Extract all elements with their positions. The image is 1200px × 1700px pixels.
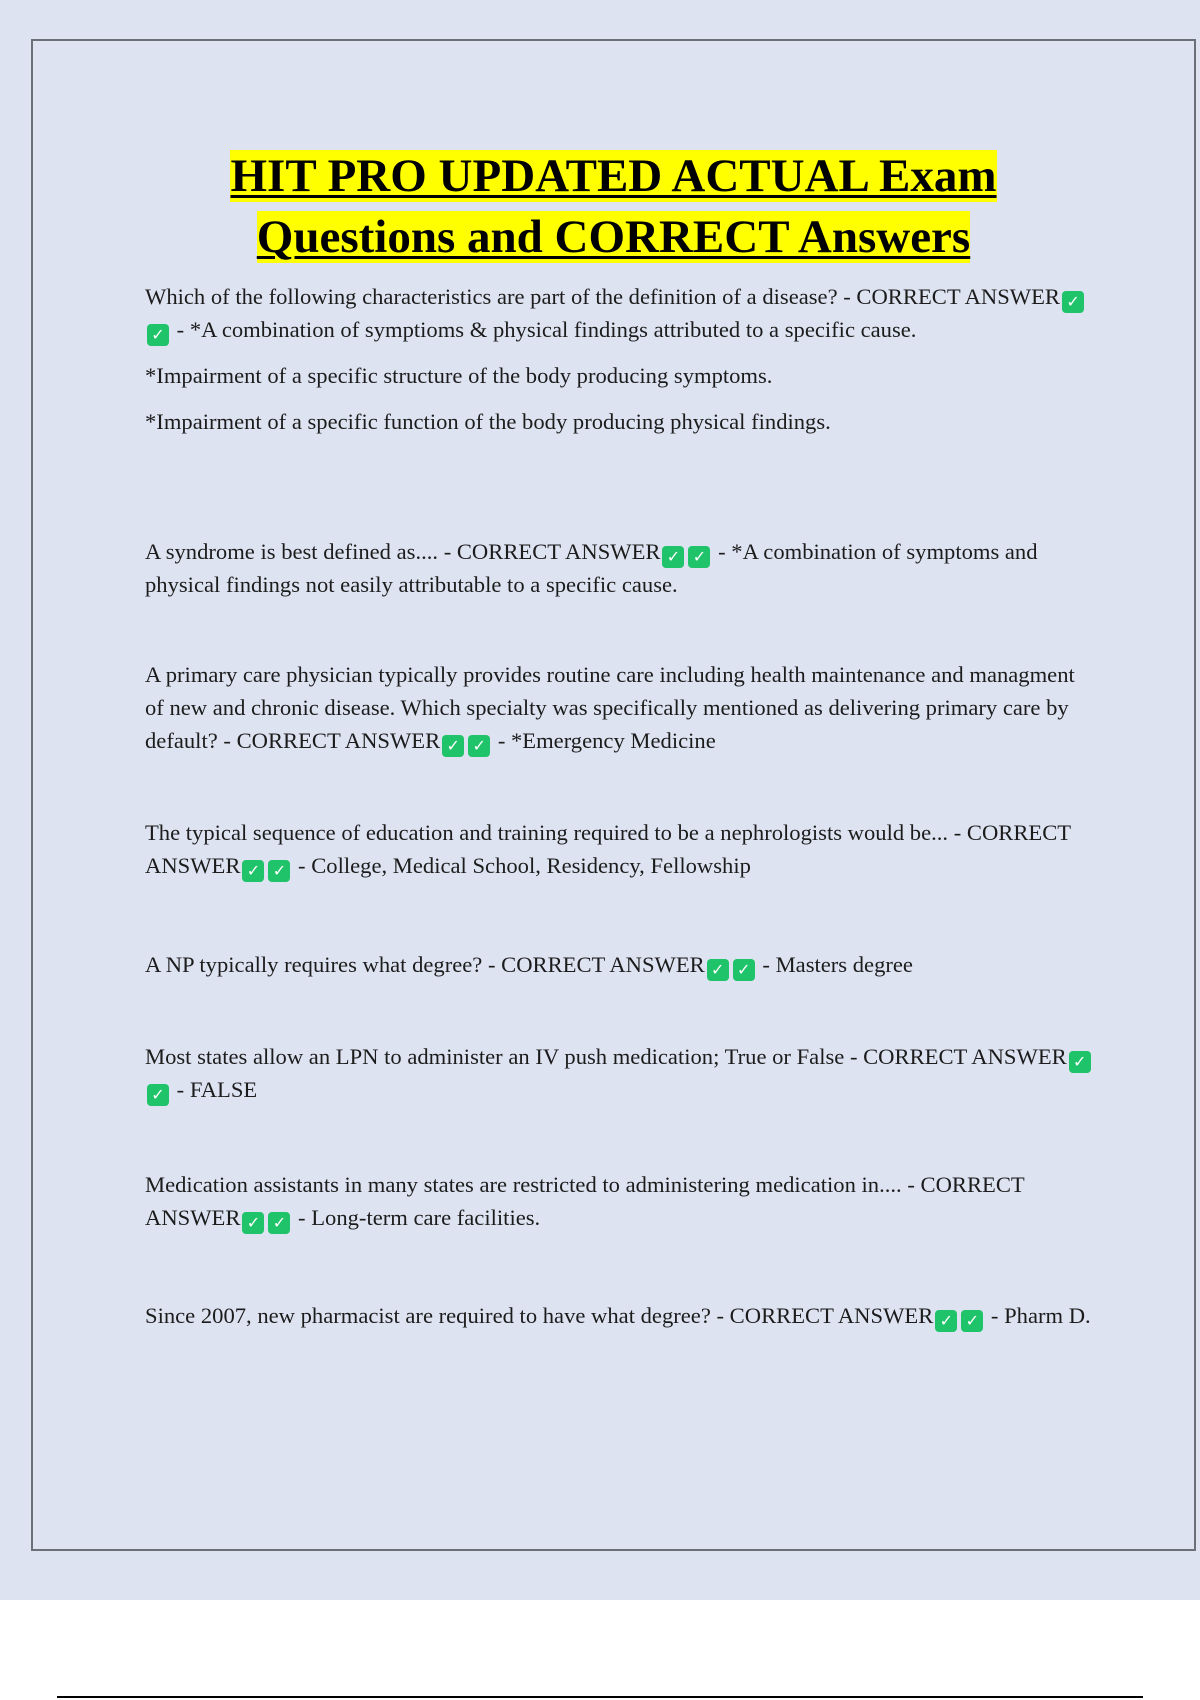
qa-paragraph (145, 816, 1095, 882)
check-box-icon: ✓ (935, 1310, 957, 1332)
answer-extra-2: *Impairment of a specific function of the body producing physical findings. (145, 409, 831, 434)
qa-item-8 (145, 1299, 1095, 1332)
document-title (31, 146, 1196, 268)
qa-item-6 (145, 1040, 1095, 1106)
answer-text: - Masters degree (756, 952, 913, 977)
qa-paragraph (145, 535, 1095, 601)
answer-extra-1: *Impairment of a specific structure of the body producing symptoms. (145, 363, 773, 388)
answer-text: - *A combination of symptioms & physical findings attributed to a specific cause. (171, 317, 917, 342)
title-line-2: Questions and CORRECT Answers (256, 211, 971, 263)
answer-text: - *A combination of symptoms and physical findings not easily attributable to a specific cause. (145, 539, 1038, 597)
question-text: The typical sequence of education and training required to be a nephrologists would be... - CORRECT ANSWER (145, 820, 1071, 878)
qa-item-4 (145, 816, 1095, 882)
answer-text: - Long-term care facilities. (292, 1205, 541, 1230)
check-box-icon: ✓ (468, 735, 490, 757)
question-text: A primary care physician typically provides routine care including health maintenance and managment of new and chronic disease. Which specialty was specifically mentioned as delivering primary care by default? - CORRECT ANSWER (145, 662, 1075, 753)
answer-text: - *Emergency Medicine (492, 728, 716, 753)
title-line-1: HIT PRO UPDATED ACTUAL Exam (230, 150, 997, 202)
qa-paragraph (145, 280, 1095, 346)
check-box-icon: ✓ (268, 1212, 290, 1234)
check-box-icon: ✓ (1069, 1051, 1091, 1073)
qa-paragraph (145, 1299, 1095, 1332)
question-text: Medication assistants in many states are restricted to administering medication in.... - CORRECT ANSWER (145, 1172, 1025, 1230)
answer-text: - FALSE (171, 1077, 258, 1102)
check-box-icon: ✓ (242, 860, 264, 882)
qa-item-1 (145, 280, 1095, 438)
qa-paragraph (145, 658, 1095, 757)
question-text: Which of the following characteristics are part of the definition of a disease? - CORRECT ANSWER (145, 284, 1061, 309)
question-text: A NP typically requires what degree? - CORRECT ANSWER (145, 952, 705, 977)
footer-divider (57, 1696, 1143, 1698)
check-box-icon: ✓ (147, 1084, 169, 1106)
question-text: A syndrome is best defined as.... - CORRECT ANSWER (145, 539, 661, 564)
check-box-icon: ✓ (662, 546, 684, 568)
qa-paragraph (145, 948, 1095, 981)
check-box-icon: ✓ (147, 324, 169, 346)
question-text: Most states allow an LPN to administer an IV push medication; True or False - CORRECT ANSWER (145, 1044, 1067, 1069)
check-box-icon: ✓ (268, 860, 290, 882)
check-box-icon: ✓ (707, 959, 729, 981)
answer-text: - College, Medical School, Residency, Fellowship (292, 853, 751, 878)
check-box-icon: ✓ (242, 1212, 264, 1234)
question-text: Since 2007, new pharmacist are required to have what degree? - CORRECT ANSWER (145, 1303, 934, 1328)
qa-paragraph (145, 1168, 1095, 1234)
qa-item-2 (145, 535, 1095, 601)
check-box-icon: ✓ (442, 735, 464, 757)
qa-paragraph (145, 1040, 1095, 1106)
qa-item-3 (145, 658, 1095, 757)
answer-text: - Pharm D. (985, 1303, 1091, 1328)
check-box-icon: ✓ (733, 959, 755, 981)
check-box-icon: ✓ (688, 546, 710, 568)
qa-item-7 (145, 1168, 1095, 1234)
check-box-icon: ✓ (1062, 291, 1084, 313)
qa-item-5 (145, 948, 1095, 981)
check-box-icon: ✓ (961, 1310, 983, 1332)
